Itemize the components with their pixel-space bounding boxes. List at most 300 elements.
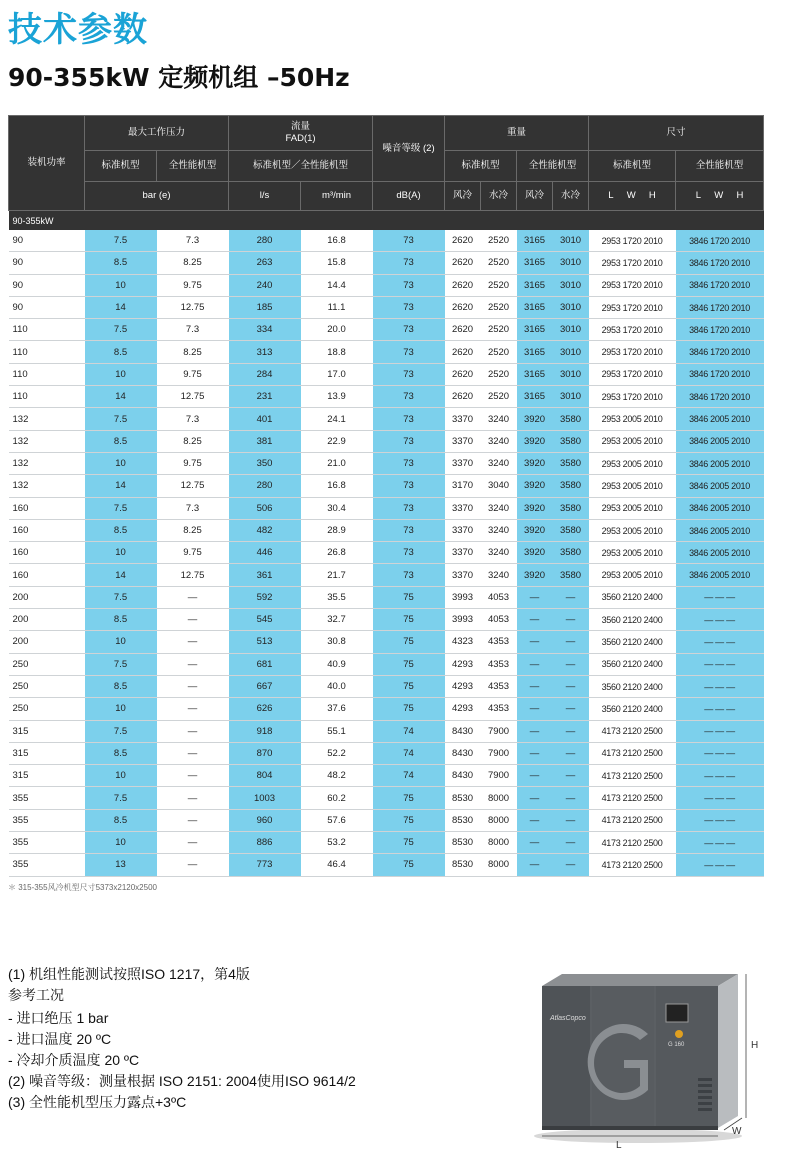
cell-weight-full-water: —: [553, 854, 589, 876]
cell-dims-std: 3560 2120 2400: [589, 698, 676, 720]
cell-weight-full-water: —: [553, 653, 589, 675]
cell-fad-ls: 667: [229, 675, 301, 697]
cell-power: 315: [9, 720, 85, 742]
cell-weight-std-water: 4053: [481, 586, 517, 608]
cell-weight-full-water: 3010: [553, 386, 589, 408]
cell-fad-m3: 17.0: [301, 363, 373, 385]
cell-noise: 75: [373, 698, 445, 720]
header-w: W: [626, 190, 636, 202]
cell-power: 250: [9, 675, 85, 697]
table-row: [9, 252, 764, 274]
cell-pressure-std: 8.5: [85, 341, 157, 363]
cell-weight-std-water: 3240: [481, 497, 517, 519]
cell-dims-full: 3846 1720 2010: [676, 386, 764, 408]
cell-noise: 75: [373, 609, 445, 631]
cell-power: 90: [9, 274, 85, 296]
cell-pressure-full: —: [157, 609, 229, 631]
cell-noise: 73: [373, 452, 445, 474]
cell-dims-std: 2953 1720 2010: [589, 386, 676, 408]
cell-weight-full-water: 3010: [553, 274, 589, 296]
cell-pressure-std: 7.5: [85, 408, 157, 430]
model-label: G 160: [668, 1042, 685, 1048]
dim-h-label: H: [751, 1040, 759, 1051]
cell-fad-ls: 1003: [229, 787, 301, 809]
cell-pressure-std: 10: [85, 274, 157, 296]
table-row: [9, 854, 764, 876]
cell-pressure-std: 10: [85, 631, 157, 653]
cell-fad-m3: 40.9: [301, 653, 373, 675]
table-row: [9, 274, 764, 296]
header-dim-standard: 标准机型: [589, 151, 676, 182]
cell-dims-std: 2953 1720 2010: [589, 230, 676, 252]
cell-fad-ls: 918: [229, 720, 301, 742]
cell-weight-std-water: 4353: [481, 698, 517, 720]
cell-weight-std-water: 3040: [481, 475, 517, 497]
cell-weight-std-air: 4293: [445, 653, 481, 675]
cell-dims-full: — — —: [676, 765, 764, 787]
table-row: [9, 386, 764, 408]
cell-noise: 73: [373, 430, 445, 452]
cell-power: 160: [9, 497, 85, 519]
cell-pressure-full: 8.25: [157, 519, 229, 541]
cell-noise: 73: [373, 296, 445, 318]
cell-power: 110: [9, 363, 85, 385]
table-row: [9, 542, 764, 564]
header-noise: 噪音等级 (2): [373, 116, 445, 182]
cell-weight-full-air: 3920: [517, 430, 553, 452]
cell-weight-full-water: —: [553, 765, 589, 787]
cell-pressure-full: 7.3: [157, 408, 229, 430]
cell-weight-std-air: 2620: [445, 230, 481, 252]
cell-weight-std-air: 3370: [445, 542, 481, 564]
cell-power: 132: [9, 408, 85, 430]
header-fad-line2: FAD(1): [285, 133, 316, 144]
cell-power: 355: [9, 809, 85, 831]
cell-pressure-std: 10: [85, 765, 157, 787]
cell-weight-full-air: —: [517, 742, 553, 764]
cell-pressure-std: 8.5: [85, 809, 157, 831]
header-unit-m3: m³/min: [301, 182, 373, 211]
cell-dims-full: 3846 2005 2010: [676, 430, 764, 452]
cell-noise: 75: [373, 631, 445, 653]
cell-noise: 75: [373, 854, 445, 876]
cell-weight-full-water: 3010: [553, 363, 589, 385]
cell-weight-full-air: —: [517, 609, 553, 631]
cell-weight-full-air: 3165: [517, 296, 553, 318]
cell-noise: 73: [373, 542, 445, 564]
cell-pressure-full: 12.75: [157, 386, 229, 408]
cell-weight-full-water: —: [553, 809, 589, 831]
cell-noise: 73: [373, 519, 445, 541]
cell-weight-full-air: —: [517, 631, 553, 653]
cell-weight-full-water: 3010: [553, 319, 589, 341]
note-inlet-temp: - 进口温度 20 ºC: [8, 1031, 112, 1047]
cell-fad-ls: 681: [229, 653, 301, 675]
header-pressure-standard: 标准机型: [85, 151, 157, 182]
cell-dims-full: 3846 1720 2010: [676, 274, 764, 296]
cell-pressure-full: 7.3: [157, 319, 229, 341]
cell-noise: 73: [373, 274, 445, 296]
cell-weight-full-water: —: [553, 720, 589, 742]
cell-fad-ls: 284: [229, 363, 301, 385]
cell-power: 160: [9, 519, 85, 541]
cell-dims-std: 2953 2005 2010: [589, 452, 676, 474]
header-h: H: [648, 190, 656, 202]
cell-weight-std-water: 7900: [481, 765, 517, 787]
cell-pressure-std: 8.5: [85, 742, 157, 764]
cell-pressure-std: 7.5: [85, 586, 157, 608]
cell-weight-std-air: 4293: [445, 698, 481, 720]
notes-block: [8, 964, 528, 1113]
cell-weight-full-air: 3165: [517, 252, 553, 274]
cell-weight-full-water: 3580: [553, 475, 589, 497]
cell-dims-full: 3846 1720 2010: [676, 341, 764, 363]
cell-pressure-full: 9.75: [157, 542, 229, 564]
cell-noise: 73: [373, 386, 445, 408]
cell-dims-std: 2953 2005 2010: [589, 542, 676, 564]
cell-dims-std: 4173 2120 2500: [589, 832, 676, 854]
cell-fad-m3: 24.1: [301, 408, 373, 430]
brand-label: AtlasCopco: [550, 1015, 586, 1022]
cell-weight-std-water: 8000: [481, 787, 517, 809]
cell-pressure-std: 14: [85, 296, 157, 318]
cell-dims-std: 4173 2120 2500: [589, 720, 676, 742]
cell-noise: 74: [373, 765, 445, 787]
cell-weight-full-air: 3920: [517, 408, 553, 430]
cell-weight-std-air: 8530: [445, 809, 481, 831]
cell-dims-full: — — —: [676, 742, 764, 764]
cell-fad-m3: 30.8: [301, 631, 373, 653]
cell-dims-full: — — —: [676, 675, 764, 697]
cell-pressure-std: 7.5: [85, 787, 157, 809]
cell-power: 250: [9, 698, 85, 720]
cell-weight-full-air: —: [517, 720, 553, 742]
header-water-full: 水冷: [553, 182, 589, 211]
cell-weight-full-water: 3010: [553, 296, 589, 318]
cell-noise: 75: [373, 586, 445, 608]
cell-weight-std-air: 3370: [445, 519, 481, 541]
cell-fad-m3: 18.8: [301, 341, 373, 363]
cell-pressure-full: 9.75: [157, 452, 229, 474]
cell-fad-ls: 592: [229, 586, 301, 608]
cell-dims-std: 2953 1720 2010: [589, 341, 676, 363]
cell-weight-full-water: —: [553, 832, 589, 854]
cell-power: 200: [9, 609, 85, 631]
cell-fad-m3: 35.5: [301, 586, 373, 608]
dim-l-label: L: [616, 1140, 622, 1150]
cell-weight-std-water: 2520: [481, 252, 517, 274]
cell-dims-std: 2953 2005 2010: [589, 475, 676, 497]
cell-weight-full-air: 3920: [517, 519, 553, 541]
cell-fad-m3: 16.8: [301, 475, 373, 497]
cell-pressure-full: 12.75: [157, 296, 229, 318]
cell-pressure-std: 8.5: [85, 519, 157, 541]
cell-power: 160: [9, 564, 85, 586]
cell-weight-full-water: —: [553, 698, 589, 720]
cell-weight-std-air: 2620: [445, 274, 481, 296]
cell-weight-std-water: 4353: [481, 653, 517, 675]
cell-pressure-std: 13: [85, 854, 157, 876]
cell-weight-full-water: 3580: [553, 430, 589, 452]
cell-fad-m3: 21.0: [301, 452, 373, 474]
cell-power: 160: [9, 542, 85, 564]
cell-weight-std-air: 3993: [445, 609, 481, 631]
cell-power: 355: [9, 854, 85, 876]
cell-weight-full-air: 3920: [517, 452, 553, 474]
cell-dims-full: 3846 2005 2010: [676, 564, 764, 586]
cell-pressure-std: 14: [85, 386, 157, 408]
cell-power: 250: [9, 653, 85, 675]
cell-weight-full-water: 3580: [553, 408, 589, 430]
cell-pressure-full: —: [157, 742, 229, 764]
cell-noise: 73: [373, 341, 445, 363]
note-iso1217: (1) 机组性能测试按照ISO 1217，第4版: [8, 966, 250, 982]
cell-dims-full: — — —: [676, 653, 764, 675]
cell-noise: 73: [373, 252, 445, 274]
cell-fad-ls: 960: [229, 809, 301, 831]
cell-power: 132: [9, 452, 85, 474]
cell-weight-std-air: 8530: [445, 854, 481, 876]
table-row: [9, 631, 764, 653]
cell-fad-m3: 20.0: [301, 319, 373, 341]
cell-pressure-full: —: [157, 698, 229, 720]
cell-fad-m3: 55.1: [301, 720, 373, 742]
header-l: L: [608, 190, 614, 202]
cell-power: 110: [9, 386, 85, 408]
cell-weight-std-water: 2520: [481, 296, 517, 318]
cell-pressure-std: 7.5: [85, 653, 157, 675]
compressor-illustration: [528, 968, 778, 1150]
page-title: 技术参数: [8, 10, 148, 50]
table-row: [9, 230, 764, 252]
cell-weight-std-water: 2520: [481, 341, 517, 363]
cell-dims-full: 3846 1720 2010: [676, 319, 764, 341]
table-row: [9, 675, 764, 697]
cell-weight-full-air: 3165: [517, 319, 553, 341]
cell-dims-full: 3846 2005 2010: [676, 408, 764, 430]
cell-dims-full: 3846 2005 2010: [676, 497, 764, 519]
cell-weight-full-water: 3010: [553, 230, 589, 252]
cell-weight-std-water: 2520: [481, 230, 517, 252]
cell-weight-std-water: 8000: [481, 854, 517, 876]
cell-pressure-full: —: [157, 832, 229, 854]
spec-rows: [9, 230, 764, 876]
cell-pressure-full: —: [157, 854, 229, 876]
cell-pressure-std: 7.5: [85, 720, 157, 742]
cell-weight-std-air: 4293: [445, 675, 481, 697]
cell-dims-std: 2953 2005 2010: [589, 519, 676, 541]
cell-power: 110: [9, 341, 85, 363]
cell-weight-full-water: 3580: [553, 542, 589, 564]
cell-fad-ls: 870: [229, 742, 301, 764]
cell-dims-full: 3846 2005 2010: [676, 452, 764, 474]
cell-weight-std-air: 2620: [445, 319, 481, 341]
cell-pressure-std: 8.5: [85, 430, 157, 452]
cell-pressure-full: 7.3: [157, 497, 229, 519]
dimension-footnote: ＊ 315-355风冷机型尺寸5373x2120x2500: [8, 883, 157, 892]
cell-fad-ls: 513: [229, 631, 301, 653]
table-row: [9, 765, 764, 787]
cell-pressure-full: 8.25: [157, 252, 229, 274]
cell-dims-full: — — —: [676, 631, 764, 653]
cell-weight-full-water: 3580: [553, 452, 589, 474]
cell-dims-std: 2953 1720 2010: [589, 274, 676, 296]
cell-noise: 73: [373, 408, 445, 430]
header-fad-std-full: 标准机型／全性能机型: [229, 151, 373, 182]
cell-dims-std: 4173 2120 2500: [589, 787, 676, 809]
table-row: [9, 720, 764, 742]
cell-noise: 73: [373, 564, 445, 586]
header-dimensions: 尺寸: [589, 116, 764, 151]
cell-weight-std-water: 3240: [481, 452, 517, 474]
cell-pressure-full: 12.75: [157, 475, 229, 497]
cell-pressure-full: —: [157, 675, 229, 697]
cell-pressure-std: 10: [85, 698, 157, 720]
cell-dims-std: 4173 2120 2500: [589, 742, 676, 764]
cell-fad-ls: 804: [229, 765, 301, 787]
table-row: [9, 296, 764, 318]
cell-weight-std-air: 8530: [445, 832, 481, 854]
cell-pressure-full: —: [157, 631, 229, 653]
cell-weight-full-air: —: [517, 809, 553, 831]
cell-pressure-full: —: [157, 586, 229, 608]
cell-noise: 73: [373, 230, 445, 252]
cell-noise: 74: [373, 720, 445, 742]
cell-weight-std-water: 2520: [481, 274, 517, 296]
cell-weight-std-air: 2620: [445, 296, 481, 318]
table-row: [9, 809, 764, 831]
cell-dims-std: 2953 1720 2010: [589, 296, 676, 318]
header-lwh-full: [676, 182, 764, 211]
header-weight-standard: 标准机型: [445, 151, 517, 182]
table-row: [9, 341, 764, 363]
cell-pressure-std: 10: [85, 363, 157, 385]
cell-dims-std: 3560 2120 2400: [589, 675, 676, 697]
cell-dims-std: 3560 2120 2400: [589, 653, 676, 675]
cell-weight-std-air: 4323: [445, 631, 481, 653]
header-h: H: [736, 190, 744, 202]
cell-fad-ls: 334: [229, 319, 301, 341]
cell-weight-full-air: —: [517, 675, 553, 697]
cell-pressure-full: 7.3: [157, 230, 229, 252]
cell-noise: 75: [373, 653, 445, 675]
cell-weight-std-air: 3370: [445, 564, 481, 586]
table-row: [9, 653, 764, 675]
cell-dims-full: — — —: [676, 854, 764, 876]
cell-power: 90: [9, 252, 85, 274]
cell-weight-std-water: 8000: [481, 809, 517, 831]
header-unit-ls: l/s: [229, 182, 301, 211]
cell-dims-std: 2953 1720 2010: [589, 363, 676, 385]
cell-fad-ls: 231: [229, 386, 301, 408]
cell-weight-full-air: 3920: [517, 564, 553, 586]
cell-noise: 73: [373, 497, 445, 519]
header-air-full: 风冷: [517, 182, 553, 211]
cell-dims-full: 3846 1720 2010: [676, 230, 764, 252]
cell-weight-full-air: —: [517, 698, 553, 720]
cell-power: 90: [9, 296, 85, 318]
header-unit-db: dB(A): [373, 182, 445, 211]
cell-fad-m3: 52.2: [301, 742, 373, 764]
cell-dims-full: — — —: [676, 586, 764, 608]
cell-pressure-full: 9.75: [157, 274, 229, 296]
header-l: L: [695, 190, 702, 202]
cell-fad-ls: 280: [229, 475, 301, 497]
cell-weight-full-air: 3165: [517, 230, 553, 252]
cell-fad-ls: 626: [229, 698, 301, 720]
cell-pressure-full: —: [157, 653, 229, 675]
cell-fad-m3: 26.8: [301, 542, 373, 564]
table-row: [9, 363, 764, 385]
cell-noise: 75: [373, 832, 445, 854]
cell-dims-std: 4173 2120 2500: [589, 854, 676, 876]
cell-pressure-std: 10: [85, 452, 157, 474]
table-row: [9, 832, 764, 854]
cell-pressure-std: 8.5: [85, 609, 157, 631]
cell-fad-m3: 57.6: [301, 809, 373, 831]
header-air-std: 风冷: [445, 182, 481, 211]
cell-weight-std-water: 3240: [481, 519, 517, 541]
cell-fad-ls: 401: [229, 408, 301, 430]
header-unit-bar: bar (e): [85, 182, 229, 211]
header-pressure-full: 全性能机型: [157, 151, 229, 182]
cell-power: 355: [9, 787, 85, 809]
cell-dims-full: — — —: [676, 787, 764, 809]
note-coolant-temp: - 冷却介质温度 20 ºC: [8, 1052, 140, 1068]
header-w: W: [714, 190, 724, 202]
cell-dims-full: — — —: [676, 832, 764, 854]
cell-pressure-std: 7.5: [85, 230, 157, 252]
cell-weight-std-air: 3370: [445, 452, 481, 474]
cell-weight-std-air: 3993: [445, 586, 481, 608]
cell-dims-std: 2953 2005 2010: [589, 430, 676, 452]
cell-pressure-full: —: [157, 787, 229, 809]
cell-weight-std-air: 3370: [445, 408, 481, 430]
cell-fad-ls: 381: [229, 430, 301, 452]
cell-weight-full-water: —: [553, 742, 589, 764]
cell-fad-m3: 30.4: [301, 497, 373, 519]
cell-weight-std-air: 8530: [445, 787, 481, 809]
cell-weight-full-water: —: [553, 631, 589, 653]
cell-power: 200: [9, 631, 85, 653]
cell-weight-std-air: 2620: [445, 341, 481, 363]
cell-dims-full: — — —: [676, 609, 764, 631]
cell-weight-std-air: 8430: [445, 742, 481, 764]
header-max-pressure: 最大工作压力: [85, 116, 229, 151]
cell-power: 90: [9, 230, 85, 252]
cell-weight-full-air: 3165: [517, 341, 553, 363]
cell-weight-std-water: 3240: [481, 564, 517, 586]
cell-pressure-full: 12.75: [157, 564, 229, 586]
cell-weight-std-water: 3240: [481, 430, 517, 452]
cell-dims-full: 3846 2005 2010: [676, 475, 764, 497]
cell-power: 110: [9, 319, 85, 341]
table-row: [9, 519, 764, 541]
cell-power: 315: [9, 765, 85, 787]
cell-weight-full-water: 3580: [553, 497, 589, 519]
table-row: [9, 452, 764, 474]
cell-weight-std-water: 3240: [481, 408, 517, 430]
cell-fad-m3: 15.8: [301, 252, 373, 274]
cell-pressure-full: —: [157, 765, 229, 787]
cell-dims-std: 4173 2120 2500: [589, 765, 676, 787]
cell-dims-std: 2953 1720 2010: [589, 319, 676, 341]
cell-dims-std: 4173 2120 2500: [589, 809, 676, 831]
table-row: [9, 586, 764, 608]
cell-weight-full-air: —: [517, 787, 553, 809]
cell-noise: 73: [373, 319, 445, 341]
cell-fad-m3: 53.2: [301, 832, 373, 854]
